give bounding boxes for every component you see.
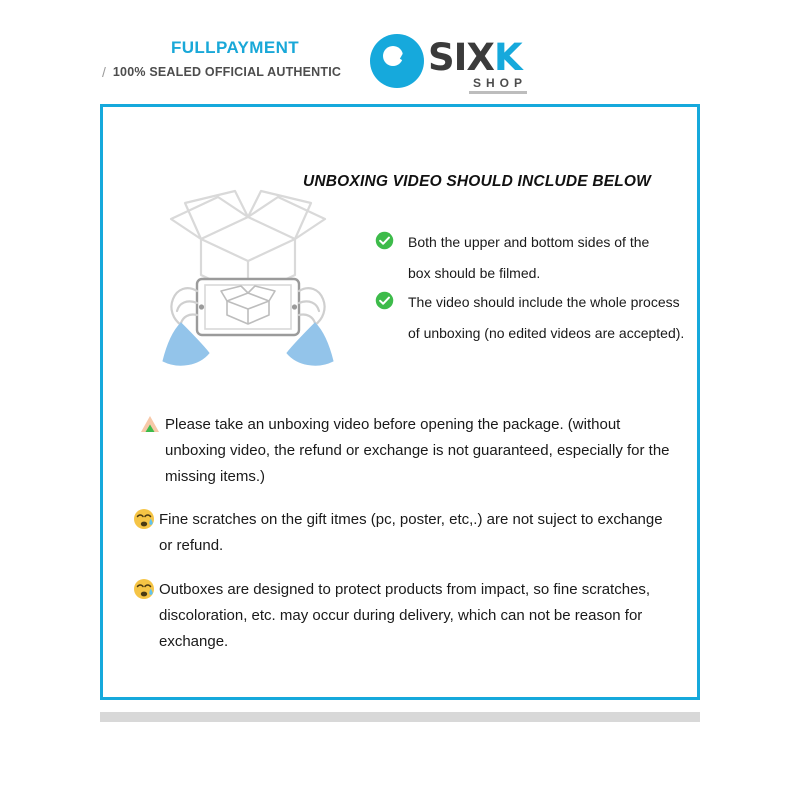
note-text: Fine scratches on the gift itmes (pc, poster, etc,.) are not suject to exchange or refund. — [159, 511, 663, 554]
warning-emoji — [139, 413, 161, 435]
bullet-text: The video should include the whole process of unboxing (no edited videos are accepted). — [408, 294, 685, 341]
logo-six: SIX — [428, 36, 494, 79]
green-check-icon — [375, 291, 394, 310]
bullet-text: Both the upper and bottom sides of the box should be filmed. — [408, 234, 650, 281]
sealed-subtitle: 100% SEALED OFFICIAL AUTHENTIC — [112, 65, 342, 79]
info-box — [100, 104, 700, 700]
phone-shape — [197, 279, 299, 335]
note-item — [139, 412, 679, 490]
note-text: Please take an unboxing video before opening the package. (without unboxing video, the refund or exchange is not guaranteed, especially for the missing items.) — [165, 416, 670, 485]
logo-subtitle: SHOP — [473, 76, 528, 90]
lens-notch — [400, 46, 415, 63]
bullet-item — [375, 287, 685, 349]
crying-face-emoji — [133, 578, 155, 600]
sealed-row — [100, 64, 370, 80]
header-text-block — [100, 38, 370, 80]
camera-lens-icon — [370, 34, 424, 88]
lens-inner-circle — [383, 46, 403, 66]
note-text: Outboxes are designed to protect products from impact, so fine scratches, discoloration, etc. may occur during delivery, which can not be reason for exchange. — [159, 581, 651, 650]
logo-k: K — [493, 36, 522, 79]
sixkshop-logo — [370, 30, 550, 92]
green-check-icon — [375, 231, 394, 250]
page-header — [0, 30, 800, 90]
fullpayment-title: FULLPAYMENT — [170, 38, 300, 57]
bottom-divider — [100, 712, 700, 722]
bullet-item — [375, 227, 675, 289]
slash-separator: / — [102, 64, 106, 80]
note-item — [133, 577, 678, 655]
note-item — [133, 507, 678, 559]
logo-wordmark — [428, 36, 522, 79]
hands-filming-unboxing-illustration — [123, 157, 373, 407]
crying-face-emoji — [133, 508, 155, 530]
unboxing-headline: UNBOXING VIDEO SHOULD INCLUDE BELOW — [303, 173, 652, 190]
